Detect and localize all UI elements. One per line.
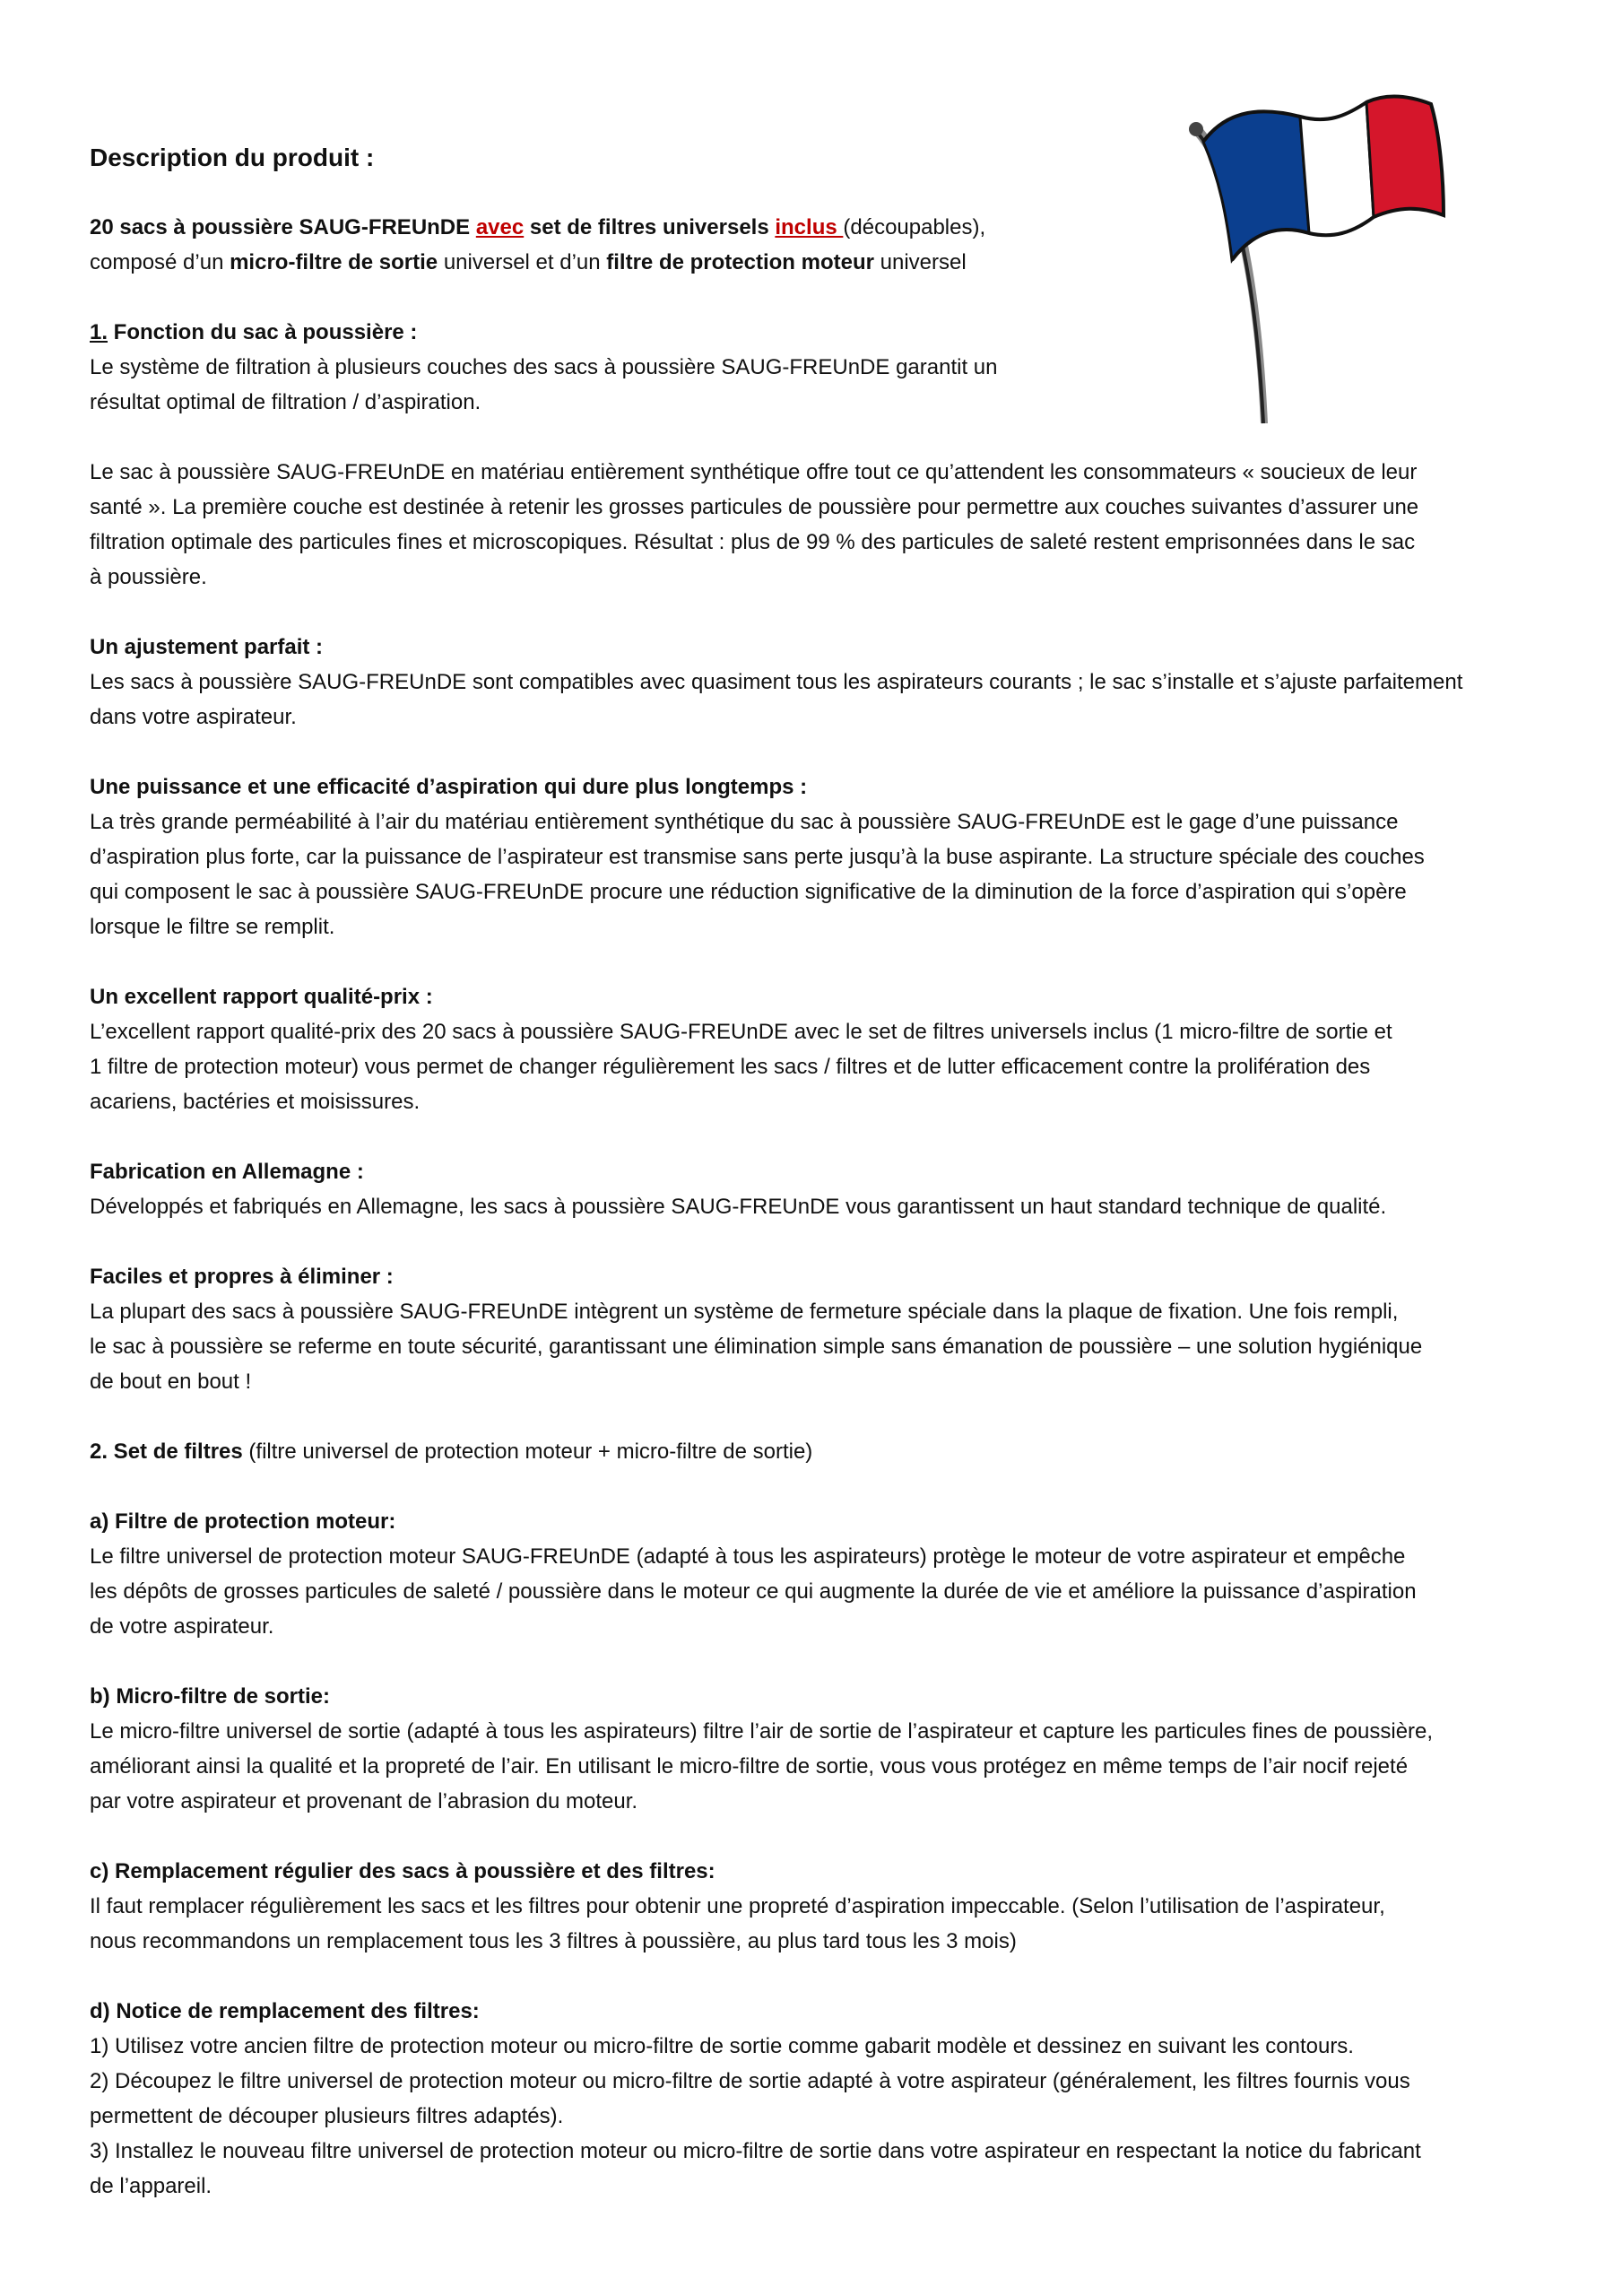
intro-avec: avec	[475, 215, 525, 239]
intro-line2-c: universel et d’un	[438, 250, 607, 274]
power-l3: qui composent le sac à poussière SAUG-FREUnDE procure une réduction significative de la diminution de la force d’aspiration qui s’opère	[90, 880, 1407, 904]
power-l4: lorsque le filtre se remplit.	[90, 915, 335, 939]
page-title: Description du produit :	[90, 144, 375, 171]
section1-p2-l1: Le sac à poussière SAUG-FREUnDE en matériau entièrement synthétique offre tout ce qu’attendent les consommateurs « soucieux de leur	[90, 460, 1418, 484]
section2-heading-rest: (filtre universel de protection moteur + micro-filtre de sortie)	[242, 1439, 813, 1464]
filter-a-l1: Le filtre universel de protection moteur SAUG-FREUnDE (adapté à tous les aspirateurs) protège le moteur de votre aspirateur et empêche	[90, 1544, 1406, 1569]
value-section	[90, 979, 1524, 1119]
filter-b-section	[90, 1679, 1524, 1819]
intro-inclus: inclus	[775, 215, 844, 239]
filter-d-l1: 1) Utilisez votre ancien filtre de protection moteur ou micro-filtre de sortie comme gabarit modèle et dessinez en suivant les contours.	[90, 2034, 1354, 2058]
filter-a-l3: de votre aspirateur.	[90, 1614, 274, 1639]
value-l1: L’excellent rapport qualité-prix des 20 sacs à poussière SAUG-FREUnDE avec le set de filtres universels inclus (1 micro-filtre de sortie et	[90, 1020, 1392, 1044]
filter-c-heading: c) Remplacement régulier des sacs à poussière et des filtres:	[90, 1859, 715, 1883]
document-body	[90, 140, 1524, 2204]
dispose-l1: La plupart des sacs à poussière SAUG-FREUnDE intègrent un système de fermeture spéciale dans la plaque de fixation. Une fois rempli,	[90, 1300, 1399, 1324]
dispose-section	[90, 1259, 1524, 1399]
intro-line2-a: composé d’un	[90, 250, 230, 274]
dispose-heading: Faciles et propres à éliminer :	[90, 1265, 394, 1289]
filter-a-section	[90, 1504, 1524, 1644]
filter-a-heading: a) Filtre de protection moteur:	[90, 1509, 396, 1534]
germany-section	[90, 1154, 1524, 1224]
section2	[90, 1434, 1524, 1469]
dispose-l3: de bout en bout !	[90, 1370, 252, 1394]
section1-heading-text: Fonction du sac à poussière :	[108, 320, 418, 344]
power-heading: Une puissance et une efficacité d’aspiration qui dure plus longtemps :	[90, 775, 808, 799]
fit-heading: Un ajustement parfait :	[90, 635, 324, 659]
section1-p2-l2: santé ». La première couche est destinée à retenir les grosses particules de poussière pour permettre aux couches suivantes d’assurer une	[90, 495, 1419, 519]
fit-l2: dans votre aspirateur.	[90, 705, 297, 729]
power-l2: d’aspiration plus forte, car la puissance de l’aspirateur est transmise sans perte jusqu’à la buse aspirante. La structure spéciale des couches	[90, 845, 1425, 869]
filter-b-l3: par votre aspirateur et provenant de l’abrasion du moteur.	[90, 1789, 638, 1813]
filter-b-l1: Le micro-filtre universel de sortie (adapté à tous les aspirateurs) filtre l’air de sortie de l’aspirateur et capture les particules fines de poussière,	[90, 1719, 1434, 1744]
germany-heading: Fabrication en Allemagne :	[90, 1160, 364, 1184]
value-l3: acariens, bactéries et moisissures.	[90, 1090, 421, 1114]
section1-p1-l1: Le système de filtration à plusieurs couches des sacs à poussière SAUG-FREUnDE garantit un	[90, 355, 998, 379]
power-section	[90, 770, 1524, 944]
intro-part2: set de filtres universels	[524, 215, 776, 239]
section1-p1-l2: résultat optimal de filtration / d’aspiration.	[90, 390, 481, 414]
filter-b-heading: b) Micro-filtre de sortie:	[90, 1684, 331, 1709]
fit-section	[90, 630, 1524, 735]
filter-d-l5: de l’appareil.	[90, 2174, 212, 2198]
intro-part1: 20 sacs à poussière SAUG-FREUnDE	[90, 215, 476, 239]
intro-paragraph	[90, 210, 1524, 280]
dispose-l2: le sac à poussière se referme en toute sécurité, garantissant une élimination simple sans émanation de poussière – une solution hygiénique	[90, 1335, 1423, 1359]
intro-line2-d: filtre de protection moteur	[606, 250, 874, 274]
section1-p2-l4: à poussière.	[90, 565, 207, 589]
section1-p2-l3: filtration optimale des particules fines et microscopiques. Résultat : plus de 99 % des particules de saleté restent emprisonnées dans le sac	[90, 530, 1416, 554]
filter-b-l2: améliorant ainsi la qualité et la propreté de l’air. En utilisant le micro-filtre de sortie, vous vous protégez en même temps de l’air nocif rejeté	[90, 1754, 1409, 1779]
germany-l1: Développés et fabriqués en Allemagne, les sacs à poussière SAUG-FREUnDE vous garantissent un haut standard technique de qualité.	[90, 1195, 1387, 1219]
filter-d-heading: d) Notice de remplacement des filtres:	[90, 1999, 480, 2023]
filter-c-l2: nous recommandons un remplacement tous les 3 filtres à poussière, au plus tard tous les 3 mois)	[90, 1929, 1017, 1953]
intro-line2-e: universel	[873, 250, 967, 274]
power-l1: La très grande perméabilité à l’air du matériau entièrement synthétique du sac à poussière SAUG-FREUnDE est le gage d’une puissance	[90, 810, 1399, 834]
section1-p2	[90, 455, 1524, 595]
filter-d-l2: 2) Découpez le filtre universel de protection moteur ou micro-filtre de sortie adapté à votre aspirateur (généralement, les filtres fournis vous	[90, 2069, 1410, 2093]
fit-l1: Les sacs à poussière SAUG-FREUnDE sont compatibles avec quasiment tous les aspirateurs courants ; le sac s’installe et s’ajuste parfaitement	[90, 670, 1463, 694]
filter-c-l1: Il faut remplacer régulièrement les sacs et les filtres pour obtenir une propreté d’aspiration impeccable. (Selon l’utilisation de l’aspirateur,	[90, 1894, 1385, 1918]
filter-d-l4: 3) Installez le nouveau filtre universel de protection moteur ou micro-filtre de sortie dans votre aspirateur en respectant la notice du fabricant	[90, 2139, 1421, 2163]
intro-part3: (découpables),	[843, 215, 986, 239]
intro-line2-b: micro-filtre de sortie	[230, 250, 438, 274]
section2-heading-bold: 2. Set de filtres	[90, 1439, 243, 1464]
value-l2: 1 filtre de protection moteur) vous permet de changer régulièrement les sacs / filtres et de lutter efficacement contre la prolifération des	[90, 1055, 1371, 1079]
value-heading: Un excellent rapport qualité-prix :	[90, 985, 433, 1009]
filter-d-section	[90, 1994, 1524, 2204]
section1-heading-num: 1.	[90, 320, 108, 344]
section1	[90, 315, 1524, 420]
filter-d-l3: permettent de découper plusieurs filtres adaptés).	[90, 2104, 564, 2128]
filter-c-section	[90, 1854, 1524, 1959]
filter-a-l2: les dépôts de grosses particules de saleté / poussière dans le moteur ce qui augmente la durée de vie et améliore la puissance d’aspiration	[90, 1579, 1417, 1604]
